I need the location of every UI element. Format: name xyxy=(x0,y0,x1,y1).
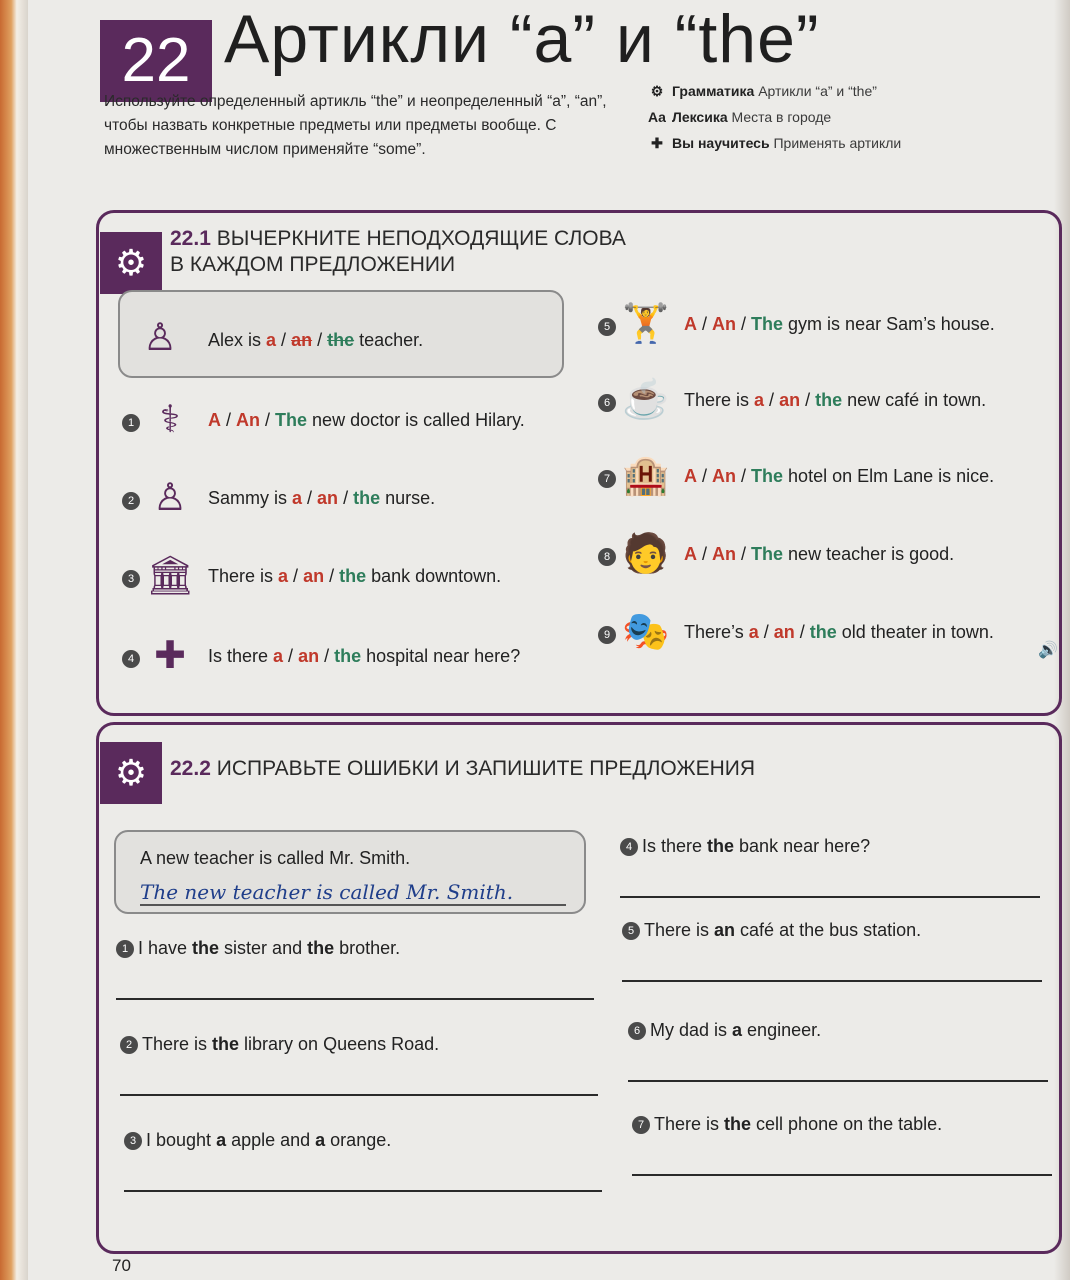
gear-icon: ⚙ xyxy=(650,83,664,99)
lesson-meta xyxy=(646,78,901,156)
answer-line[interactable] xyxy=(620,896,1040,898)
item-number: 5 xyxy=(598,318,616,336)
exercise-sentence[interactable]: There is a / an / the bank downtown. xyxy=(208,566,502,586)
item-number: 1 xyxy=(122,414,140,432)
item-number: 1 xyxy=(116,940,134,958)
chapter-title: Артикли “a” и “the” xyxy=(224,1,820,77)
item-number: 8 xyxy=(598,548,616,566)
section-number: 22.2 xyxy=(170,757,211,780)
example-answer: The new teacher is called Mr. Smith. xyxy=(140,880,514,904)
exercise-sentence[interactable]: A / An / The gym is near Sam’s house. xyxy=(684,314,995,334)
exercise-sentence[interactable]: There is a / an / the new café in town. xyxy=(684,390,987,410)
item-number: 9 xyxy=(598,626,616,644)
answer-line[interactable] xyxy=(628,1080,1048,1082)
correction-sentence: 3 I bought a apple and a orange. xyxy=(124,1130,391,1151)
learn-label: Вы научитесь xyxy=(672,135,770,151)
theater-icon: 🎭 xyxy=(622,611,670,653)
item-number: 6 xyxy=(598,394,616,412)
item-number: 7 xyxy=(632,1116,650,1134)
cafe-icon: ☕ xyxy=(622,379,670,421)
teacher-icon: ♙ xyxy=(142,317,178,359)
doctor-icon: ⚕ xyxy=(159,399,181,441)
lexis-value: Места в городе xyxy=(731,109,832,125)
item-number: 2 xyxy=(120,1036,138,1054)
grammar-label: Грамматика xyxy=(672,83,755,99)
correction-sentence: 4 Is there the bank near here? xyxy=(620,836,870,857)
grammar-value: Артикли “a” и “the” xyxy=(758,83,877,99)
item-number: 5 xyxy=(622,922,640,940)
hotel-icon: 🏨 xyxy=(622,455,670,497)
gear-icon: ⚙ xyxy=(100,232,162,294)
example-sentence: A new teacher is called Mr. Smith. xyxy=(140,848,411,868)
page-number: 70 xyxy=(112,1256,131,1275)
answer-line[interactable] xyxy=(622,980,1042,982)
item-number: 7 xyxy=(598,470,616,488)
example-sentence: Alex is a / an / the teacher. xyxy=(208,330,424,350)
answer-line[interactable] xyxy=(124,1190,602,1192)
chapter-number: 22 xyxy=(100,20,212,102)
item-number: 2 xyxy=(122,492,140,510)
textbook-page xyxy=(28,0,1070,1280)
answer-line[interactable] xyxy=(120,1094,598,1096)
lexis-label: Лексика xyxy=(672,109,728,125)
puzzle-icon: ✚ xyxy=(651,135,663,151)
audio-speaker-icon[interactable]: 🔊 xyxy=(1038,642,1058,659)
exercise-sentence[interactable]: A / An / The hotel on Elm Lane is nice. xyxy=(684,466,995,486)
gym-icon: 🏋 xyxy=(622,303,670,345)
correction-sentence: 5 There is an café at the bus station. xyxy=(622,920,921,941)
book-edge xyxy=(0,0,28,1280)
item-number: 3 xyxy=(124,1132,142,1150)
answer-line[interactable] xyxy=(116,998,594,1000)
example-answer-line xyxy=(140,904,566,906)
section-title: 22.2 ИСПРАВЬТЕ ОШИБКИ И ЗАПИШИТЕ ПРЕДЛОЖЕНИЯ xyxy=(170,757,756,780)
item-number: 4 xyxy=(620,838,638,856)
exercise-sentence[interactable]: There’s a / an / the old theater in town. xyxy=(684,622,994,642)
exercise-sentence[interactable]: A / An / The new teacher is good. xyxy=(684,544,955,564)
section-title: 22.1 ВЫЧЕРКНИТЕ НЕПОДХОДЯЩИЕ СЛОВА В КАЖДОМ ПРЕДЛОЖЕНИИ xyxy=(170,227,626,276)
correction-sentence: 7 There is the cell phone on the table. xyxy=(632,1114,942,1135)
lexis-icon: Aa xyxy=(648,109,666,125)
item-number: 3 xyxy=(122,570,140,588)
gear-icon: ⚙ xyxy=(100,742,162,804)
exercise-sentence[interactable]: Is there a / an / the hospital near here? xyxy=(208,646,521,666)
exercise-sentence[interactable]: A / An / The new doctor is called Hilary. xyxy=(208,410,525,430)
learn-value: Применять артикли xyxy=(773,135,902,151)
item-number: 4 xyxy=(122,650,140,668)
intro-text: Используйте определенный артикль “the” и неопределенный “a”, “an”, чтобы назвать конкретные предметы или предметы вообще. С множественным числом применяйте “some”. xyxy=(104,93,607,158)
correction-sentence: 1 I have the sister and the brother. xyxy=(116,938,400,959)
item-number: 6 xyxy=(628,1022,646,1040)
correction-sentence: 2 There is the library on Queens Road. xyxy=(120,1034,439,1055)
answer-line[interactable] xyxy=(632,1174,1052,1176)
bank-icon: 🏛 xyxy=(146,555,195,597)
nurse-icon: ♙ xyxy=(152,477,188,519)
correction-sentence: 6 My dad is a engineer. xyxy=(628,1020,821,1041)
exercise-sentence[interactable]: Sammy is a / an / the nurse. xyxy=(208,488,436,508)
teacher-icon: 🧑 xyxy=(622,533,670,575)
section-number: 22.1 xyxy=(170,227,211,250)
hospital-icon: ✚ xyxy=(154,635,186,677)
